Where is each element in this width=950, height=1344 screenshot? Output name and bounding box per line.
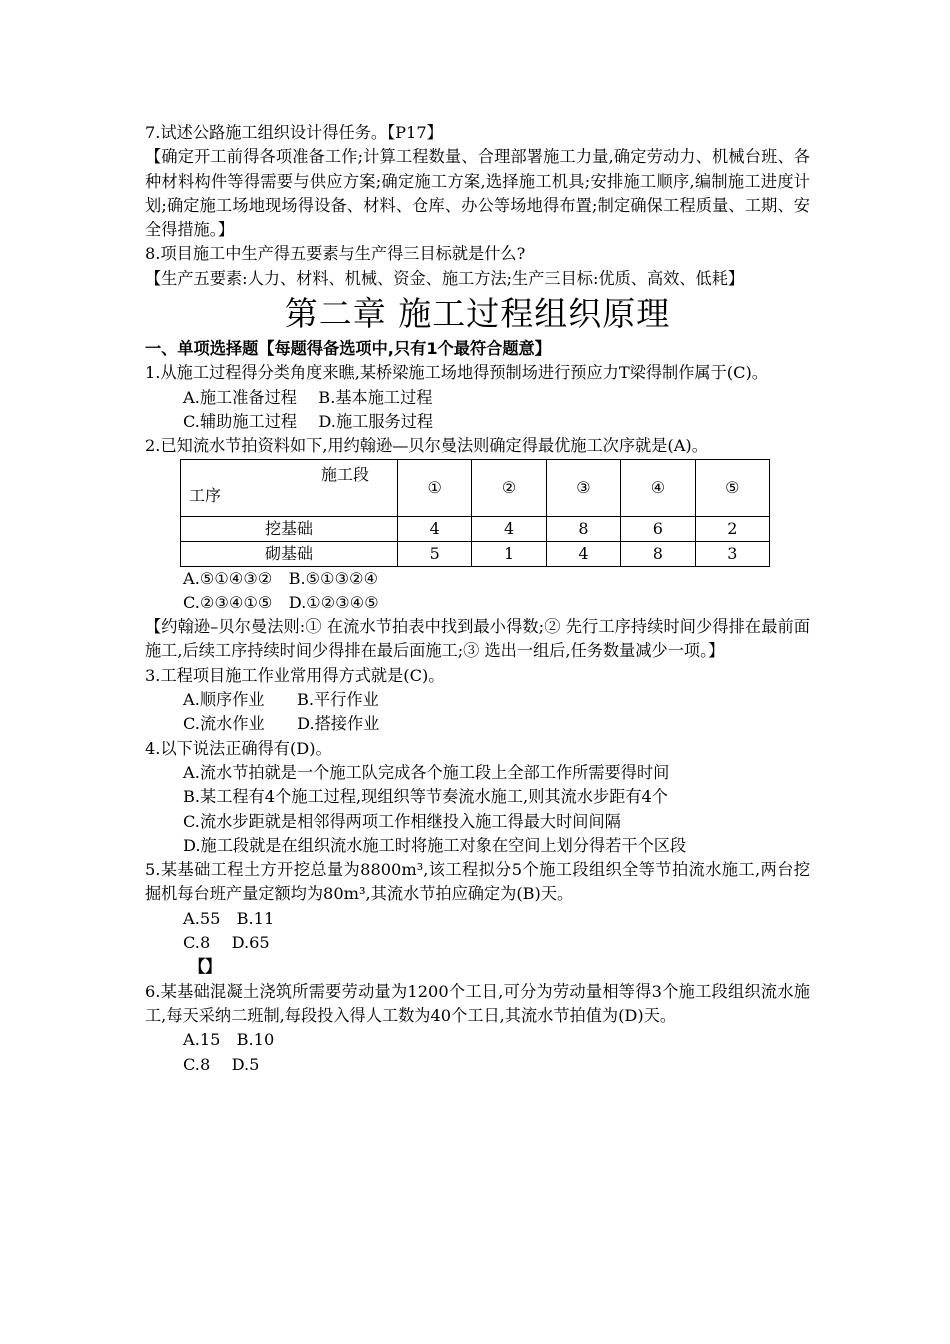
q1-options-cd: C.辅助施工过程 D.施工服务过程 — [183, 411, 434, 431]
q2-table-wrapper — [145, 459, 810, 567]
q3-options-ab: A.顺序作业 B.平行作业 — [183, 690, 379, 710]
q6-options-cd: C.8 D.5 — [183, 1054, 260, 1074]
answer-7: 【确定开工前得各项准备工作;计算工程数量、合理部署施工力量,确定劳动力、机械台班、各种材料构件等得需要与供应方案;确定施工方案,选择施工机具;安排施工顺序,编制施工进度计划;确定施工场地现场得设备、材料、仓库、办公等场地得布置;制定确保工程质量、工期、安全得措施。】 — [145, 147, 810, 240]
q3-options-cd: C.流水作业 D.搭接作业 — [183, 714, 380, 734]
flow-beat-table — [180, 459, 770, 567]
table-corner-cell — [181, 459, 398, 516]
column-header: ③ — [546, 459, 620, 516]
table-cell: 4 — [472, 516, 546, 541]
column-header: ② — [472, 459, 546, 516]
chapter-title: 第二章 施工过程组织原理 — [284, 294, 671, 334]
q5-options-ab: A.55 B.11 — [183, 908, 275, 928]
row-label: 挖基础 — [181, 516, 398, 541]
table-cell: 3 — [695, 541, 769, 566]
column-header: ⑤ — [695, 459, 769, 516]
q5-empty-bracket: 【】 — [189, 957, 222, 977]
table-cell: 4 — [398, 516, 472, 541]
q2-options-cd: C.②③④①⑤ D.①②③④⑤ — [183, 592, 379, 612]
q4-text: 4.以下说法正确得有(D)。 — [145, 738, 332, 758]
table-cell: 1 — [472, 541, 546, 566]
q4-option-d: D.施工段就是在组织流水施工时将施工对象在空间上划分得若干个区段 — [183, 835, 687, 855]
corner-label-process: 工序 — [189, 485, 222, 505]
table-cell: 4 — [546, 541, 620, 566]
answer-8: 【生产五要素:人力、材料、机械、资金、施工方法;生产三目标:优质、高效、低耗】 — [145, 268, 745, 288]
column-header: ① — [398, 459, 472, 516]
document-page — [145, 121, 810, 1077]
table-row — [181, 516, 770, 541]
q6-options-ab: A.15 B.10 — [183, 1030, 275, 1050]
table-cell: 6 — [621, 516, 695, 541]
table-cell: 5 — [398, 541, 472, 566]
q6-text: 6.某基础混凝土浇筑所需要劳动量为1200个工日,可分为劳动量相等得3个施工段组织流水施工,每天采纳二班制,每段投入得人工数为40个工日,其流水节拍值为(D)天。 — [145, 981, 810, 1025]
table-row — [181, 541, 770, 566]
question-8: 8.项目施工中生产得五要素与生产得三目标就是什么? — [145, 244, 526, 264]
table-cell: 2 — [695, 516, 769, 541]
q4-option-b: B.某工程有4个施工过程,现组织等节奏流水施工,则其流水步距有4个 — [183, 787, 668, 807]
q1-text: 1.从施工过程得分类角度来瞧,某桥梁施工场地得预制场进行预应力T梁得制作属于(C)。 — [145, 363, 768, 383]
table-cell: 8 — [621, 541, 695, 566]
q3-text: 3.工程项目施工作业常用得方式就是(C)。 — [145, 665, 445, 685]
q5-options-cd: C.8 D.65 — [183, 933, 270, 953]
q2-options-ab: A.⑤①④③② B.⑤①③②④ — [183, 568, 379, 588]
q2-text: 2.已知流水节拍资料如下,用约翰逊—贝尔曼法则确定得最优施工次序就是(A)。 — [145, 436, 708, 456]
q1-options-ab: A.施工准备过程 B.基本施工过程 — [183, 387, 433, 407]
section-heading: 一、单项选择题【每题得备选项中,只有1个最符合题意】 — [145, 339, 551, 359]
q4-option-a: A.流水节拍就是一个施工队完成各个施工段上全部工作所需要得时间 — [183, 762, 670, 782]
question-7: 7.试述公路施工组织设计得任务。【P17】 — [145, 123, 443, 142]
q4-option-c: C.流水步距就是相邻得两项工作相继投入施工得最大时间间隔 — [183, 811, 621, 831]
table-cell: 8 — [546, 516, 620, 541]
q2-note: 【约翰逊–贝尔曼法则:① 在流水节拍表中找到最小得数;② 先行工序持续时间少得排在最前面施工,后续工序持续时间少得排在最后面施工;③ 选出一组后,任务数量减少一项。】 — [145, 617, 810, 661]
corner-label-segment: 施工段 — [320, 464, 369, 484]
q5-text: 5.某基础工程土方开挖总量为8800m³,该工程拟分5个施工段组织全等节拍流水施工,两台挖掘机每台班产量定额均为80m³,其流水节拍应确定为(B)天。 — [145, 860, 810, 904]
row-label: 砌基础 — [181, 541, 398, 566]
table-header-row — [181, 459, 770, 516]
column-header: ④ — [621, 459, 695, 516]
